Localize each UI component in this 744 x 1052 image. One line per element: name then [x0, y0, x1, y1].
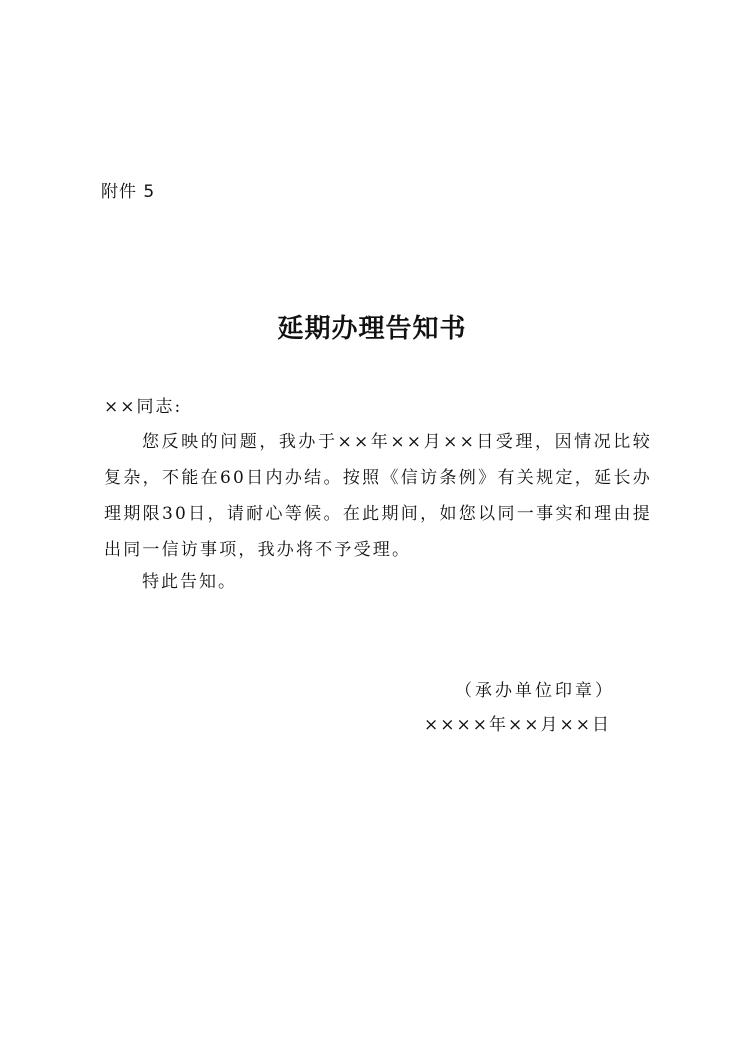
- salutation: ××同志:: [104, 397, 183, 417]
- closing-text: 特此告知。: [142, 572, 237, 592]
- attachment-label: 附件 5: [101, 182, 156, 202]
- body-paragraph: 您反映的问题，我办于××年××月××日受理，因情况比较复杂，不能在60日内办结。按照《信访条例》有关规定，延长办理期限30日，请耐心等候。在此期间，如您以同一事实和理由提出同一信访事项，我办将不予受理。: [104, 432, 652, 560]
- document-title: 延期办理告知书: [277, 314, 467, 344]
- date-line: ××××年××月××日: [424, 715, 611, 735]
- seal-note: （承办单位印章）: [455, 681, 615, 701]
